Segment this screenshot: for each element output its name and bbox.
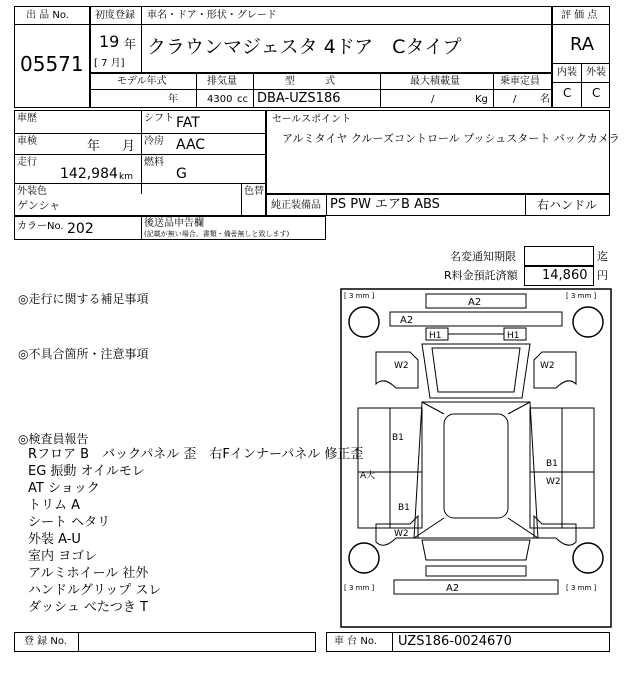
model-code: DBA-UZS186 [257,91,341,106]
registration-label: 登 録 No. [24,636,67,647]
tire-rear-left [349,543,379,573]
capacity-label: 乗車定員 [500,76,540,87]
notice-deadline-label: 名変通知期限 [450,250,516,263]
shift-value: FAT [176,115,200,131]
defect-notes-title: ◎不具合箇所・注意事項 [18,347,149,361]
tire-front-right [573,307,603,337]
sales-points: アルミタイヤ クルーズコントロール プッシュスタート バックカメラ [282,132,620,145]
rear-bumper [394,580,558,594]
max-load-label: 最大積載量 [410,76,460,87]
inspector-line: トリム A [28,498,81,513]
inspector-line: EG 振動 オイルモレ [28,464,145,479]
inspector-line: 室内 ヨゴレ [28,549,98,564]
mileage-label: 走行 [17,157,37,168]
inspector-line: アルミホイール 社外 [28,566,149,581]
interior-label: 内装 [557,67,577,78]
inspector-line: 外装 A-U [28,532,81,547]
mark-rear-left: B1 [398,503,410,513]
recycle-fee-unit: 円 [597,269,608,282]
shift-label: シフト [144,113,174,124]
inspector-report-title: ◎検査員報告 [18,432,89,446]
capacity-sep: / [513,94,517,105]
ac-value: AAC [176,137,206,153]
after-market-note: (記載が無い場合、書類・備품無しと致します) [144,230,290,238]
mark-fender-left: W2 [394,361,409,371]
exterior-grade: C [592,86,601,100]
mileage-value: 142,984 [60,166,118,182]
interior-grade: C [563,86,572,100]
rating-label: 評 価 点 [561,10,598,21]
repaint-label: 色替 [244,186,264,197]
tire-rl-depth: [ 3 mm ] [344,584,375,592]
quarter-rear-right [534,516,576,545]
first-reg-label: 初度登録 [95,10,135,21]
after-market-label: 後送品申告欄 [144,218,204,229]
mark-headlamp-left: H1 [429,331,442,341]
mark-front-bumper: A2 [468,297,482,308]
rating-value: RA [570,34,595,55]
car-name: クラウンマジェスタ 4ドア Cタイプ [147,36,462,58]
cc-label: 排気量 [207,76,237,87]
tire-rr-depth: [ 3 mm ] [566,584,597,592]
history-label: 車歴 [17,113,37,124]
recycle-fee-label: R料金預託済額 [444,269,518,282]
mark-rear-left-2: W2 [394,529,409,539]
model-year-unit: 年 [168,94,178,105]
tire-fr-depth: [ 3 mm ] [566,292,597,300]
inspector-line: ダッシュ べたつき T [28,600,148,615]
mileage-unit: km [119,172,133,182]
inspection-label: 車検 [17,136,37,147]
max-load-sep: / [431,94,435,105]
first-reg-year: 19 [99,32,120,51]
recycle-fee-amount: 14,860 [542,268,588,283]
ac-label: 冷房 [144,136,164,147]
color-no-value: 202 [67,221,94,237]
sales-point-label: セールスポイント [272,114,352,125]
mark-rear-door-right: B1 [546,459,558,469]
inspector-line: Rフロア B バックパネル 歪 右Fインナーパネル 修正歪 [28,447,364,462]
mark-rear-door-right-2: W2 [546,477,561,487]
tire-front-left [349,307,379,337]
capacity-unit: 名 [540,94,550,105]
tire-rear-right [573,543,603,573]
color-no-label: カラーNo. [17,221,64,232]
mark-rear-bumper: A2 [446,583,460,594]
steering-value: 右ハンドル [537,198,598,212]
trunk [422,540,530,560]
cc-unit: cc [237,94,248,105]
chassis-number: UZS186-0024670 [398,634,512,649]
rear-lamps [426,566,526,576]
mark-front-door-left: B1 [392,433,404,443]
fuel-label: 燃料 [144,157,164,168]
equipment-value: PS PW エアB ABS [330,197,440,212]
max-load-unit: Kg [475,94,488,105]
model-code-label: 型 式 [285,76,335,87]
model-year-label: モデル年式 [117,76,167,87]
mark-fender-right: W2 [540,361,555,371]
mark-front-panel: A2 [400,315,414,326]
driving-notes-title: ◎走行に関する補足事項 [18,292,149,306]
inspector-line: シート ヘタリ [28,515,111,530]
inspection-year-unit: 年 [87,139,101,154]
damage-diagram [340,288,612,628]
inspector-line: AT ショック [28,481,100,496]
notice-deadline-unit: 迄 [597,250,608,263]
cc-value: 4300 [207,94,233,105]
exterior-label: 外装 [586,67,606,78]
inspection-month-unit: 月 [122,139,136,154]
inspector-line: ハンドルグリップ スレ [28,583,162,598]
roof [444,414,508,518]
first-reg-month: [ 7 月] [94,58,125,69]
lot-no-label: 出 品 No. [26,10,69,21]
front-panel [390,312,562,326]
tire-fl-depth: [ 3 mm ] [344,292,375,300]
first-reg-year-unit: 年 [124,37,137,51]
equipment-label: 純正装備品 [271,200,321,211]
fuel-value: G [176,166,187,182]
car-name-label: 車名・ドア・形状・グレード [147,10,277,21]
mark-side-left: A大 [360,471,376,481]
color-label: 外装色 [17,186,47,197]
color-value: ゲンシャ [17,199,61,212]
mark-headlamp-right: H1 [507,331,520,341]
chassis-label: 車 台 No. [334,636,377,647]
notice-deadline-box [524,246,594,266]
lot-no: 05571 [20,52,84,76]
